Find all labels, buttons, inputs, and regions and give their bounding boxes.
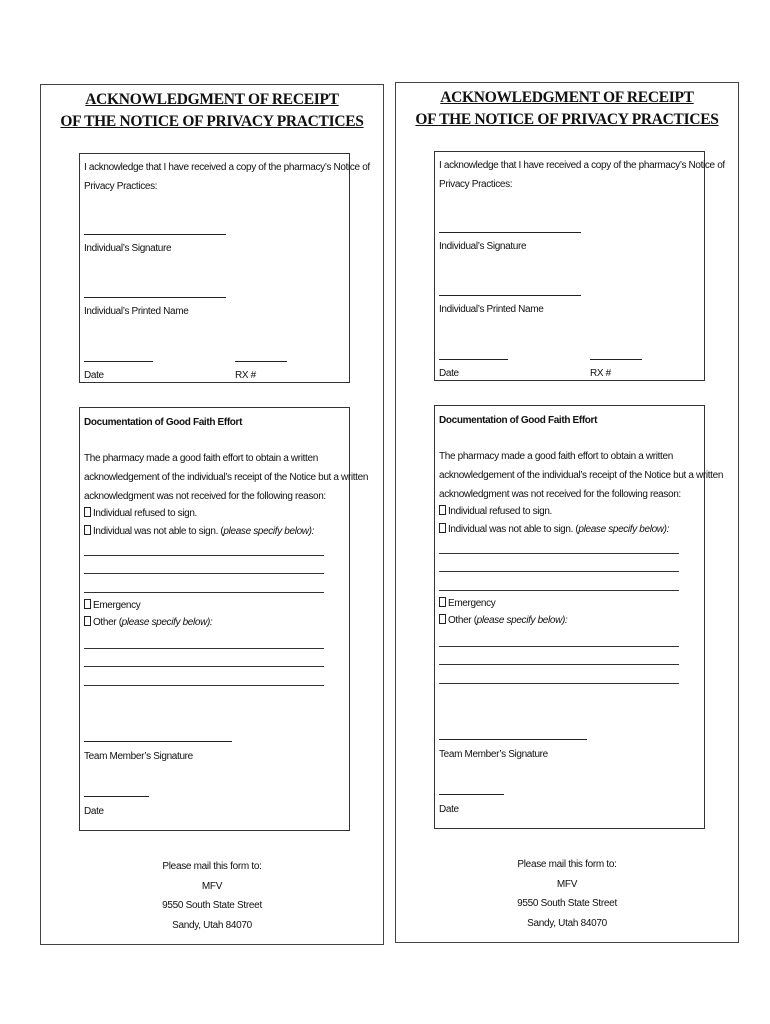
acknowledgment-form-right	[395, 82, 739, 943]
rx-number-line[interactable]	[235, 361, 287, 362]
option-refused[interactable]	[439, 505, 552, 518]
team-date-line[interactable]	[439, 794, 504, 795]
option-unable-note: please specify below):	[223, 526, 315, 537]
date-label: Date	[439, 368, 459, 379]
signature-line[interactable]	[439, 232, 581, 233]
team-member-signature-label: Team Member’s Signature	[439, 749, 548, 760]
mail-street: 9550 South State Street	[517, 898, 617, 909]
option-unable[interactable]	[84, 525, 314, 538]
other-line-1[interactable]	[84, 648, 324, 649]
acknowledgment-text-line2: Privacy Practices:	[439, 179, 513, 190]
team-date-line[interactable]	[84, 796, 149, 797]
checkbox-icon[interactable]	[84, 599, 91, 609]
other-line-2[interactable]	[84, 666, 324, 667]
printed-name-label: Individual’s Printed Name	[439, 304, 544, 315]
good-faith-text-line2: acknowledgement of the individual’s receipt of the Notice but a written	[84, 472, 369, 483]
mail-street: 9550 South State Street	[162, 900, 262, 911]
mail-recipient: MFV	[201, 880, 223, 892]
mail-recipient: MFV	[556, 878, 578, 890]
other-line-1[interactable]	[439, 646, 679, 647]
form-title-line2: OF THE NOTICE OF PRIVACY PRACTICES	[415, 111, 719, 128]
acknowledgment-box	[434, 151, 725, 381]
reason-line-1[interactable]	[439, 553, 679, 554]
date-line[interactable]	[84, 361, 153, 362]
form-title-line2: OF THE NOTICE OF PRIVACY PRACTICES	[60, 113, 364, 130]
checkbox-icon[interactable]	[439, 505, 446, 515]
rx-number-label: RX #	[235, 370, 256, 381]
printed-name-label: Individual’s Printed Name	[84, 306, 189, 317]
acknowledgment-text-line2: Privacy Practices:	[84, 181, 158, 192]
option-refused-label: Individual refused to sign.	[448, 506, 552, 517]
mail-city: Sandy, Utah 84070	[527, 917, 607, 929]
date-label: Date	[84, 370, 104, 381]
good-faith-text-line1: The pharmacy made a good faith effort to obtain a written	[439, 451, 673, 462]
signature-line[interactable]	[84, 234, 226, 235]
option-unable-note: please specify below):	[578, 524, 670, 535]
checkbox-icon[interactable]	[439, 597, 446, 607]
checkbox-icon[interactable]	[439, 614, 446, 624]
reason-line-2[interactable]	[84, 573, 324, 574]
other-line-2[interactable]	[439, 664, 679, 665]
checkbox-icon[interactable]	[84, 616, 91, 626]
team-date-label: Date	[84, 806, 104, 817]
option-other-note: please specify below):	[121, 617, 213, 628]
option-unable-label: Individual was not able to sign. (	[448, 524, 579, 535]
other-line-3[interactable]	[439, 683, 679, 684]
option-emergency-label: Emergency	[93, 600, 141, 611]
good-faith-text-line3: acknowledgment was not received for the following reason:	[84, 491, 326, 502]
option-refused-label: Individual refused to sign.	[93, 508, 197, 519]
signature-label: Individual’s Signature	[84, 243, 172, 254]
good-faith-heading: Documentation of Good Faith Effort	[84, 417, 243, 428]
mail-city: Sandy, Utah 84070	[172, 919, 252, 931]
mailing-address	[41, 857, 383, 935]
other-line-3[interactable]	[84, 685, 324, 686]
signature-label: Individual’s Signature	[439, 241, 527, 252]
mail-instruction: Please mail this form to:	[162, 861, 262, 872]
option-other-label: Other (	[93, 617, 122, 628]
rx-number-line[interactable]	[590, 359, 642, 360]
checkbox-icon[interactable]	[439, 523, 446, 533]
checkbox-icon[interactable]	[84, 525, 91, 535]
mailing-address	[396, 855, 738, 933]
good-faith-text-line1: The pharmacy made a good faith effort to obtain a written	[84, 453, 318, 464]
option-emergency[interactable]	[84, 599, 140, 612]
good-faith-effort-box	[434, 405, 724, 829]
printed-name-line[interactable]	[439, 295, 581, 296]
option-emergency-label: Emergency	[448, 598, 496, 609]
option-other[interactable]	[439, 614, 567, 627]
good-faith-effort-box	[79, 407, 369, 831]
team-member-signature-line[interactable]	[439, 739, 587, 740]
option-other-label: Other (	[448, 615, 477, 626]
form-title	[396, 87, 738, 131]
option-emergency[interactable]	[439, 597, 495, 610]
reason-line-3[interactable]	[84, 592, 324, 593]
option-unable[interactable]	[439, 523, 669, 536]
acknowledgment-text-line1: I acknowledge that I have received a copy of the pharmacy’s Notice of	[84, 162, 370, 173]
option-unable-label: Individual was not able to sign. (	[93, 526, 224, 537]
acknowledgment-text-line1: I acknowledge that I have received a copy of the pharmacy’s Notice of	[439, 160, 725, 171]
reason-line-2[interactable]	[439, 571, 679, 572]
good-faith-text-line2: acknowledgement of the individual’s receipt of the Notice but a written	[439, 470, 724, 481]
form-title	[41, 89, 383, 133]
form-title-line1: ACKNOWLEDGMENT OF RECEIPT	[440, 89, 694, 106]
acknowledgment-box	[79, 153, 370, 383]
reason-line-1[interactable]	[84, 555, 324, 556]
rx-number-label: RX #	[590, 368, 611, 379]
good-faith-heading: Documentation of Good Faith Effort	[439, 415, 598, 426]
team-date-label: Date	[439, 804, 459, 815]
reason-line-3[interactable]	[439, 590, 679, 591]
date-line[interactable]	[439, 359, 508, 360]
printed-name-line[interactable]	[84, 297, 226, 298]
option-refused[interactable]	[84, 507, 197, 520]
option-other-note: please specify below):	[476, 615, 568, 626]
checkbox-icon[interactable]	[84, 507, 91, 517]
option-other[interactable]	[84, 616, 212, 629]
team-member-signature-line[interactable]	[84, 741, 232, 742]
mail-instruction: Please mail this form to:	[517, 859, 617, 870]
good-faith-text-line3: acknowledgment was not received for the following reason:	[439, 489, 681, 500]
acknowledgment-form-left	[40, 84, 384, 945]
team-member-signature-label: Team Member’s Signature	[84, 751, 193, 762]
form-title-line1: ACKNOWLEDGMENT OF RECEIPT	[85, 91, 339, 108]
